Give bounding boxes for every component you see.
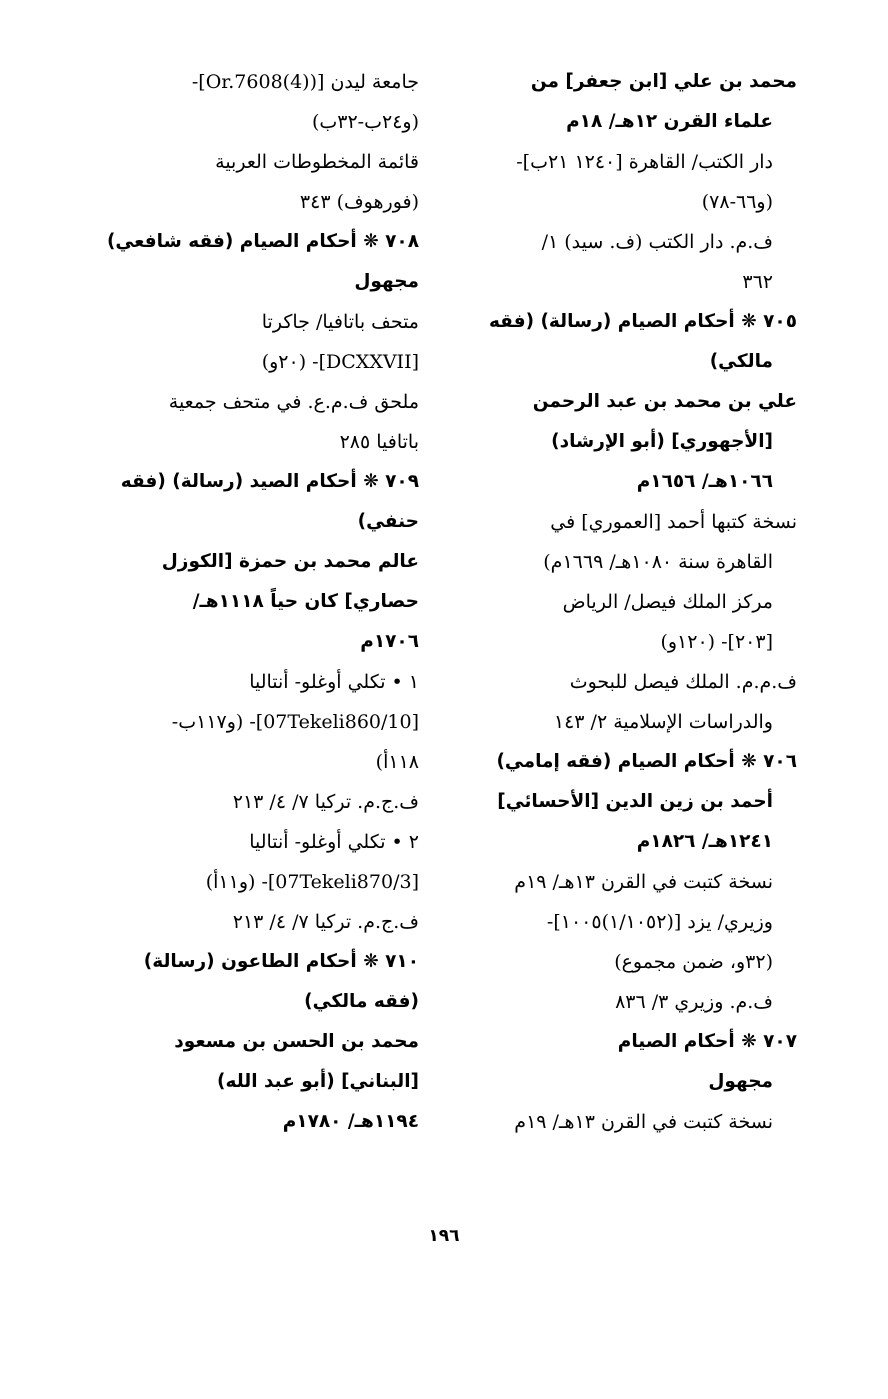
text-line: نسخة كتبت في القرن ١٣هـ/ ١٩م — [514, 871, 773, 893]
page-number: ١٩٦ — [428, 1226, 460, 1246]
text-line: باتافيا ٢٨٥ — [339, 431, 419, 453]
left-column — [74, 62, 419, 1142]
text-line: مركز الملك فيصل/ الرياض — [562, 591, 773, 613]
text-line: [٢٠٣]- (١٢٠و) — [660, 631, 773, 653]
text-line: مالكي) — [709, 351, 773, 372]
text-line: (فقه مالكي) — [304, 991, 419, 1012]
text-line: ف.ج.م. تركيا ٧/ ٤/ ٢١٣ — [232, 791, 419, 813]
text-line: ١١٨أ) — [375, 751, 419, 773]
entry-heading-line: ٧٠٧ ❋ أحكام الصيام — [617, 1031, 797, 1052]
text-line: (و٦٦-٧٨) — [701, 191, 773, 213]
entry-heading-line: ٧٠٩ ❋ أحكام الصيد (رسالة) (فقه — [120, 471, 419, 492]
text-line: علماء القرن ١٢هـ/ ١٨م — [566, 111, 773, 132]
text-line: نسخة كتبت في القرن ١٣هـ/ ١٩م — [514, 1111, 773, 1133]
text-line: ف.م. وزيري ٣/ ٨٣٦ — [615, 991, 773, 1013]
text-line: حنفي) — [357, 511, 419, 532]
text-line: قائمة المخطوطات العربية — [215, 151, 419, 173]
text-line: جامعة ليدن [(Or.7608(4)]- — [191, 71, 419, 93]
text-line: عالم محمد بن حمزة [الكوزل — [161, 551, 419, 572]
text-line: نسخة كتبها أحمد [العموري] في — [550, 511, 797, 533]
text-line: [DCXXVII]- (٢٠و) — [261, 351, 419, 373]
text-line: متحف باتافيا/ جاكرتا — [261, 311, 419, 333]
text-line: علي بن محمد بن عبد الرحمن — [532, 391, 797, 412]
text-line: محمد بن الحسن بن مسعود — [174, 1031, 419, 1052]
text-line: حصاري] كان حياً ١١١٨هـ/ — [192, 591, 419, 612]
text-line: ف.م. دار الكتب (ف. سيد) ١/ — [541, 231, 773, 253]
text-line: ٣٦٢ — [742, 271, 773, 293]
text-line: ملحق ف.م.ع. في متحف جمعية — [168, 391, 419, 413]
text-line: محمد بن علي [ابن جعفر] من — [530, 71, 797, 92]
entry-heading-line: ٧٠٨ ❋ أحكام الصيام (فقه شافعي) — [106, 231, 419, 252]
text-line: ف.م.م. الملك فيصل للبحوث — [569, 671, 797, 693]
text-line: (فورهوف) ٣٤٣ — [299, 191, 419, 213]
text-line: [07Tekeli860/10]- (و١١٧ب- — [171, 711, 419, 733]
entry-heading-line: ٧١٠ ❋ أحكام الطاعون (رسالة) — [143, 951, 419, 972]
entry-heading-line: ٧٠٦ ❋ أحكام الصيام (فقه إمامي) — [496, 751, 797, 772]
text-line: ١٢٤١هـ/ ١٨٢٦م — [636, 831, 773, 852]
text-line: (٣٢و، ضمن مجموع) — [614, 951, 773, 973]
text-line: ١٧٠٦م — [360, 631, 419, 652]
text-line: ف.ج.م. تركيا ٧/ ٤/ ٢١٣ — [232, 911, 419, 933]
text-line: [الأجهوري] (أبو الإرشاد) — [551, 431, 773, 452]
text-line: (و٢٤ب-٣٢ب) — [311, 111, 419, 133]
entry-heading-line: ١ • تكلي أوغلو- أنتاليا — [249, 671, 419, 693]
text-line: [البناني] (أبو عبد الله) — [217, 1071, 419, 1092]
right-column — [462, 62, 797, 1142]
text-line: ١١٩٤هـ/ ١٧٨٠م — [282, 1111, 419, 1132]
entry-heading-line: ٧٠٥ ❋ أحكام الصيام (رسالة) (فقه — [488, 311, 797, 332]
text-line: وزيري/ يزد [(١/١٠٥٢)١٠٠٥]- — [546, 911, 773, 933]
text-line: ١٠٦٦هـ/ ١٦٥٦م — [636, 471, 773, 492]
text-line: دار الكتب/ القاهرة [١٢٤٠ ٢١ب]- — [516, 151, 773, 173]
entry-heading-line: ٢ • تكلي أوغلو- أنتاليا — [249, 831, 419, 853]
text-line: والدراسات الإسلامية ٢/ ١٤٣ — [553, 711, 773, 733]
text-line: القاهرة سنة ١٠٨٠هـ/ ١٦٦٩م) — [543, 551, 773, 573]
text-line: [07Tekeli870/3]- (و١١أ) — [205, 871, 419, 893]
text-line: مجهول — [354, 271, 419, 292]
text-line: مجهول — [708, 1071, 773, 1092]
text-line: أحمد بن زين الدين [الأحسائي] — [497, 791, 773, 812]
